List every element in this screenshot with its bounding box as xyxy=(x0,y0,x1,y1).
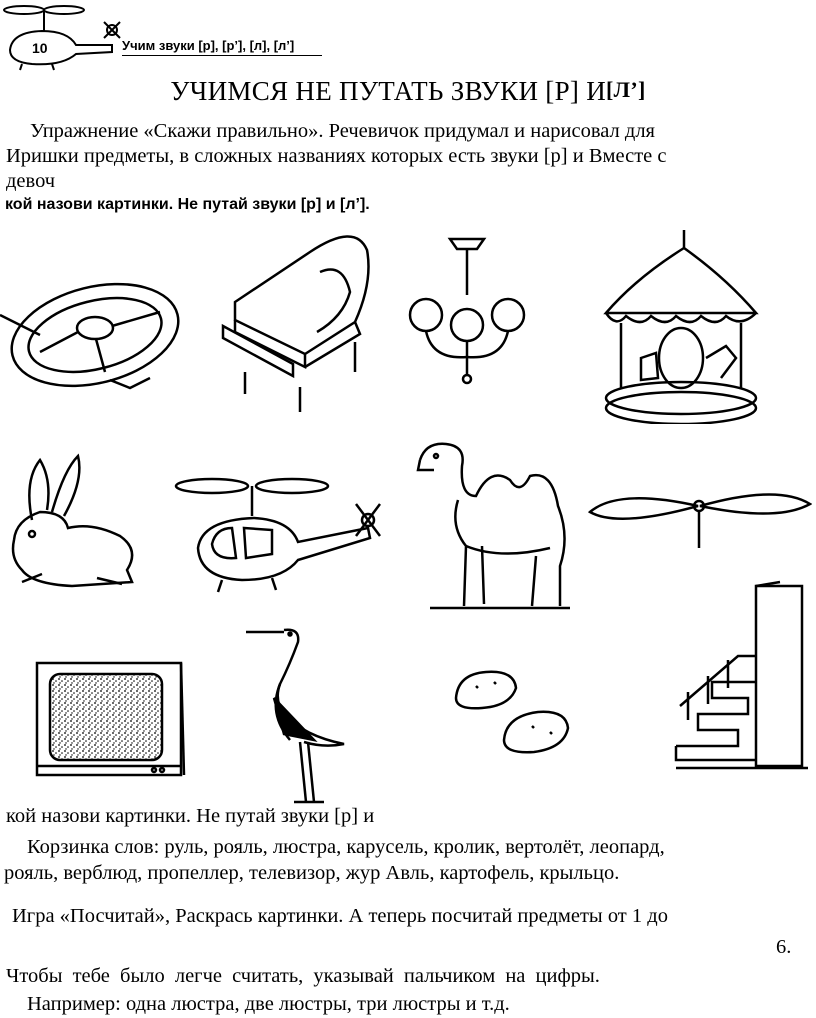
exercise-line-2: Иришки предметы, в сложных названиях которых есть звуки [р] и Вместе с xyxy=(6,145,667,167)
game-line-1: Игра «Посчитай», Раскрась картинки. А теперь посчитай предметы от 1 до xyxy=(12,905,668,927)
rabbit-picture xyxy=(2,450,142,590)
page-title-tail: [Л’] xyxy=(606,77,646,102)
game-line-2: 6. xyxy=(776,936,792,958)
grand-piano-picture xyxy=(215,222,375,418)
camel-picture xyxy=(410,436,580,616)
carousel-picture xyxy=(596,228,766,424)
header-helicopter-icon xyxy=(2,0,122,75)
page-number: 10 xyxy=(32,40,48,56)
header-label: Учим звуки [р], [р’], [л], [л’] xyxy=(122,38,295,53)
exercise-line-1: Упражнение «Скажи правильно». Речевичок придумал и нарисовал для xyxy=(30,120,655,142)
header-underline xyxy=(122,55,322,56)
television-picture xyxy=(34,660,186,784)
porch-stairs-picture xyxy=(668,580,810,776)
chandelier-picture xyxy=(402,235,532,385)
page-title xyxy=(0,76,816,107)
propeller-picture xyxy=(588,482,812,552)
exercise-bold-line: кой назови картинки. Не путай звуки [р] и [л’]. xyxy=(5,196,370,213)
stork-picture xyxy=(244,624,354,804)
game-line-3: Чтобы тебе было легче считать, указывай пальчиком на цифры. xyxy=(6,965,600,987)
game-line-4: Например: одна люстра, две люстры, три люстры и т.д. xyxy=(27,993,510,1015)
potatoes-picture xyxy=(446,668,576,758)
word-basket-line-2: рояль, верблюд, пропеллер, телевизор, жур Авль, картофель, крыльцо. xyxy=(4,862,620,884)
page-title-main: УЧИМСЯ НЕ ПУТАТЬ ЗВУКИ [Р] И xyxy=(170,76,607,106)
exercise-repeat-line: кой назови картинки. Не путай звуки [р] и xyxy=(6,805,375,827)
word-basket-line-1: Корзинка слов: руль, рояль, люстра, карусель, кролик, вертолёт, леопард, xyxy=(27,836,665,858)
steering-wheel-picture xyxy=(0,260,190,400)
helicopter-picture xyxy=(172,468,392,598)
exercise-line-3: девоч xyxy=(6,170,56,192)
